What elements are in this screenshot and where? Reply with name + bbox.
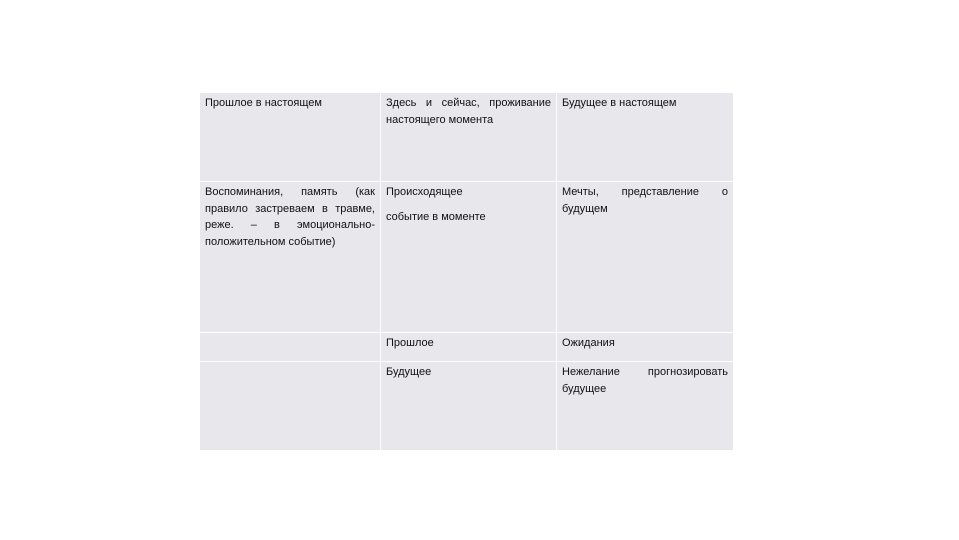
table-cell [200,333,381,362]
table-cell [381,362,557,451]
table-cell [557,93,734,182]
table-row [200,362,734,451]
cell-text: Нежелание прогнозировать будущее [562,366,728,395]
cell-text: Будущее в настоящем [562,97,677,109]
table-cell [200,182,381,333]
table-cell [200,93,381,182]
table-cell [381,182,557,333]
cell-text: событие в моменте [386,210,486,223]
table-row [200,182,734,333]
table-cell [557,362,734,451]
cell-text: Воспоминания, память (как правило застреваем в травме, реже. – в эмоционально-положительном событие) [205,186,375,248]
cell-text: Прошлое [386,337,434,349]
table-cell [381,333,557,362]
table-cell [557,333,734,362]
cell-text: Здесь и сейчас, проживание настоящего момента [386,97,551,126]
table-cell [381,93,557,182]
cell-text: Происходящее [386,186,463,198]
time-perspective-table [199,92,734,451]
cell-text: Ожидания [562,337,615,349]
table-row [200,93,734,182]
cell-text: Будущее [386,366,432,378]
cell-text: Мечты, представление о будущем [562,186,728,215]
table-row [200,333,734,362]
table-cell [557,182,734,333]
cell-text: Прошлое в настоящем [205,97,322,109]
table-cell [200,362,381,451]
